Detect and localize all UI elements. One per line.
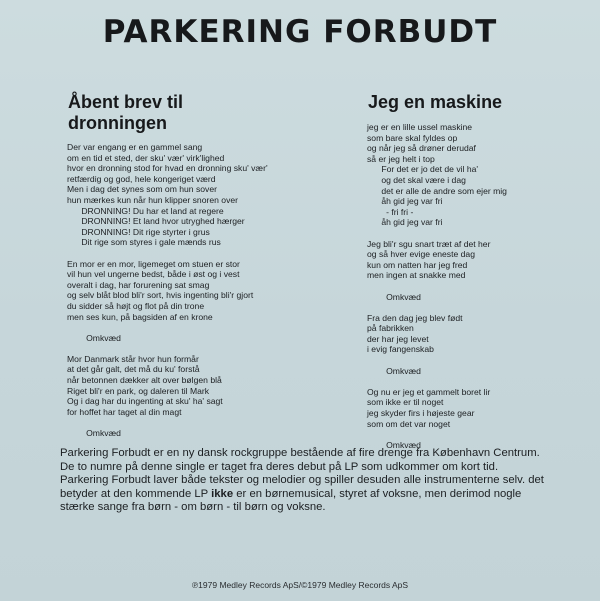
lyrics-line: Der var engang er en gammel sang — [67, 142, 203, 152]
lyrics-line: jeg er en lille ussel maskine — [367, 122, 473, 132]
lyrics-line: vil hun vel ungerne bedst, både i øst og i vest — [67, 269, 240, 280]
lyrics-line: som om det var noget — [367, 418, 451, 429]
lyrics-line: Og i dag har du ingenting at sku' ha' sagt — [67, 396, 223, 407]
lyrics-line: Omkvæd — [367, 291, 421, 302]
lyrics-stanza — [67, 142, 268, 248]
lyrics-stanza — [67, 259, 268, 323]
lyrics-line: for hoffet har taget al din magt — [67, 406, 182, 417]
info-paragraph-3-end: er en børnemusical, styret af voksne, men derimod nogle stærke sange fra børn - om børn - til børn og voksne. — [60, 487, 522, 513]
lyrics-stanza — [367, 122, 507, 228]
lyrics-line: - fri fri - — [367, 206, 414, 217]
song-title-left-line1: Åbent brev til — [68, 92, 184, 112]
lyrics-line: åh gid jeg var fri — [367, 217, 443, 228]
band-title: PARKERING FORBUDT — [102, 14, 498, 50]
lyrics-left — [67, 142, 268, 449]
lyrics-line: åh gid jeg var fri — [367, 196, 443, 207]
info-paragraph-3 — [60, 474, 546, 515]
lyrics-line: retfærdig og god, hele kongeriget værd — [67, 173, 216, 184]
lyrics-line: DRONNING! Dit rige styrter i grus — [67, 226, 210, 237]
lyrics-stanza — [367, 366, 507, 377]
lyrics-stanza — [367, 239, 507, 281]
lyrics-line: overalt i dag, har forurening sat smag — [67, 279, 210, 290]
info-paragraph-2: De to numre på denne single er taget fra deres debut på LP som udkommer om kort tid. — [60, 460, 499, 473]
lyrics-line: hvor en dronning stod for hvad en dronning sku' vær' — [67, 163, 268, 174]
info-paragraph-1: Parkering Forbudt er en ny dansk rockgruppe bestående af fire drenge fra København Centrum. — [60, 447, 540, 459]
lyrics-stanza — [367, 313, 507, 355]
lyrics-line: hun mærkes kun når hun klipper snoren over — [67, 194, 239, 205]
song-title-left-line2: dronningen — [68, 113, 167, 133]
lyrics-line: som ikke er til noget — [367, 397, 444, 408]
lyrics-line: om en tid et sted, der sku' vær' virk'lighed — [67, 152, 225, 163]
lyrics-line: jeg skyder firs i højeste gear — [367, 408, 475, 419]
lyrics-line: kun om natten har jeg fred — [367, 259, 468, 270]
song-title-left — [68, 92, 238, 134]
lyrics-stanza — [67, 333, 268, 344]
lyrics-line: Og nu er jeg et gammelt boret lir — [367, 386, 491, 397]
lyrics-line: så er jeg helt i top — [367, 153, 435, 164]
lyrics-line: og når jeg så drøner derudaf — [367, 143, 476, 154]
lyrics-right — [367, 122, 507, 461]
lyrics-line: og det skal være i dag — [367, 174, 466, 185]
lyrics-line: som bare skal fyldes op — [367, 132, 458, 143]
lyrics-line: Jeg bli'r sgu snart træt af det her — [367, 238, 491, 249]
lyrics-line: Fra den dag jeg blev født — [367, 312, 463, 323]
lyrics-line: DRONNING! Et land hvor utryghed hærger — [67, 216, 245, 227]
lyrics-line: men ses kun, på bagsiden af en krone — [67, 311, 213, 322]
info-paragraph-3-start: Parkering Forbudt laver både tekster og melodier og spiller desuden alle instrumenterne selv. det betyder at den kommende LP — [60, 474, 544, 500]
copyright-notice: ℗1979 Medley Records ApS/©1979 Medley Records ApS — [191, 580, 409, 590]
lyrics-line: Omkvæd — [367, 439, 421, 450]
lyrics-line: at det går galt, det må du ku' forstå — [67, 364, 200, 375]
info-emphasis: ikke — [211, 487, 234, 500]
lyrics-line: For det er jo det de vil ha' — [367, 164, 479, 175]
lyrics-line: Riget bli'r en park, og daleren til Mark — [67, 385, 210, 396]
lyrics-line: men ingen at snakke med — [367, 270, 466, 281]
lyrics-line: og selv blåt blod bli'r sort, hvis ingenting bli'r gjort — [67, 290, 254, 301]
lyrics-line: i evig fangenskab — [367, 344, 434, 355]
lyrics-line: DRONNING! Du har et land at regere — [67, 205, 224, 216]
lyrics-line: Omkvæd — [67, 332, 121, 343]
lyrics-line: når betonnen dækker alt over bølgen blå — [67, 375, 222, 386]
lyrics-line: du sidder så højt og flot på din trone — [67, 300, 205, 311]
lyrics-line: Omkvæd — [67, 428, 121, 439]
lyrics-line: Dit rige som styres i gale mænds rus — [67, 237, 221, 248]
lyrics-line: og så hver evige eneste dag — [367, 249, 475, 260]
lyrics-stanza — [367, 292, 507, 303]
lyrics-line: Men i dag det synes som om hun sover — [67, 184, 217, 195]
lyrics-line: Omkvæd — [367, 365, 421, 376]
lyrics-line: på fabrikken — [367, 323, 414, 334]
lyrics-stanza — [367, 387, 507, 429]
lyrics-line: En mor er en mor, ligemeget om stuen er stor — [67, 258, 240, 269]
song-title-right: Jeg en maskine — [368, 92, 503, 112]
lyrics-line: der har jeg levet — [367, 333, 429, 344]
lyrics-stanza — [67, 354, 268, 418]
lyrics-line: Mor Danmark står hvor hun formår — [67, 353, 199, 364]
lyrics-stanza — [67, 428, 268, 439]
band-info — [60, 447, 546, 515]
lyrics-line: det er alle de andre som ejer mig — [367, 185, 507, 196]
